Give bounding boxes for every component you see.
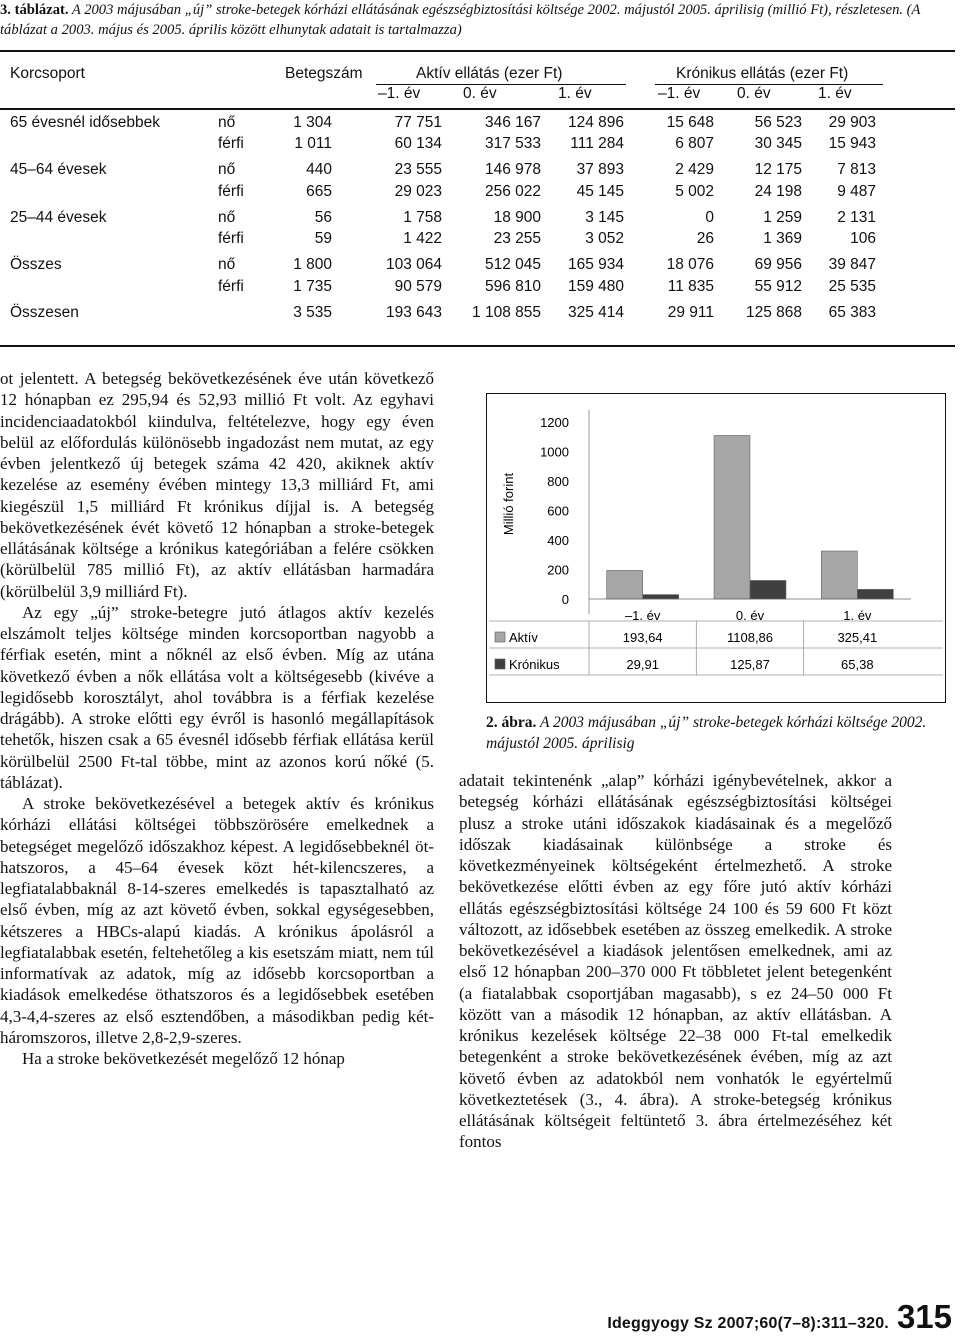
data-label: 125,87 (730, 657, 770, 672)
data-label: 325,41 (837, 630, 878, 645)
cell-patients: 1 800 (293, 256, 332, 274)
cell-active-year-0: 596 810 (484, 277, 541, 295)
chart-canvas (487, 394, 945, 702)
cell-active-year-1: 45 145 (576, 182, 624, 200)
cell-active-year-prev: 90 579 (394, 277, 442, 295)
header-rule-bottom (0, 108, 955, 110)
header-active-year-0: 0. év (463, 85, 497, 102)
cell-chronic-year-prev: 6 807 (675, 134, 714, 152)
data-label: 193,64 (622, 630, 663, 645)
y-tick-label: 600 (547, 503, 569, 519)
cell-patients: 1 304 (293, 113, 332, 131)
cell-patients: 665 (306, 182, 332, 200)
cell-patients: 3 535 (293, 304, 332, 322)
cell-patients: 1 011 (294, 134, 332, 152)
cell-chronic-year-0: 1 369 (763, 230, 802, 248)
cell-age-group: Összes (10, 256, 62, 274)
table-body (0, 112, 876, 324)
y-tick-label: 0 (561, 592, 569, 607)
y-tick-label: 800 (547, 474, 569, 489)
right-text-column (459, 770, 892, 1153)
cell-sex: férfi (218, 182, 244, 200)
cell-chronic-year-1: 9 487 (837, 182, 876, 200)
y-tick-label: 200 (547, 562, 569, 578)
header-active-year-1: 1. év (558, 85, 592, 102)
cell-active-year-0: 18 900 (493, 208, 541, 226)
cell-sex: nő (218, 161, 236, 179)
cell-chronic-year-prev: 5 002 (675, 182, 714, 200)
cell-chronic-year-prev: 11 835 (667, 277, 714, 295)
table-row (0, 181, 876, 202)
cell-patients: 440 (306, 161, 332, 179)
paragraph: ot jelentett. A betegség bekövetkezésének éve után következő 12 hónapban ez 295,94 és 52,93 millió Ft volt. Az egyhavi incidenciaadatokból kiindulva, feltételezve, hogy egy éven belül az előfordulás különösebb ingadozást nem mutat, az egy évben jelentkező új betegek száma 42 420, akiknek aktív kezelése az esemény évében mintegy 13,3 milliárd Ft, ami kiegészül 1,5 milliárd Ft krónikus díjjal is. A betegség bekövetkezésének évét követő 12 hónapban a stroke-betegek ellátásának költsége a krónikus kategóriában a felére csökken (körülbelül 785 millió Ft), az aktív ellátásban harmadára (körülbelül 3,9 milliárd Ft). (0, 369, 434, 601)
cell-chronic-year-prev: 18 076 (666, 256, 714, 274)
cell-chronic-year-1: 15 943 (828, 134, 876, 152)
cell-age-group: Összesen (10, 304, 79, 322)
cell-chronic-year-1: 65 383 (828, 304, 876, 322)
bar-aktv-0 (607, 570, 643, 599)
legend-label: Krónikus (509, 657, 560, 672)
header-chronic-year-1: 1. év (818, 85, 852, 102)
cell-sex: nő (218, 113, 236, 131)
table-row (0, 276, 876, 297)
bar-krnikus-2 (857, 589, 893, 599)
header-chronic-year-prev: –1. év (658, 85, 701, 102)
cell-active-year-0: 1 108 855 (472, 304, 541, 322)
page-footer (607, 1298, 952, 1336)
cell-active-year-prev: 23 555 (394, 161, 442, 179)
cell-sex: férfi (218, 230, 244, 248)
cell-sex: nő (218, 208, 236, 226)
header-active-year-prev: –1. év (378, 85, 421, 102)
cell-chronic-year-prev: 29 911 (667, 304, 714, 322)
cell-active-year-1: 159 480 (567, 277, 624, 295)
cell-sex: férfi (218, 277, 244, 295)
cell-patients: 56 (314, 208, 332, 226)
cell-active-year-1: 124 896 (567, 113, 624, 131)
table-row (0, 250, 876, 276)
paragraph: A stroke bekövetkezésével a betegek aktív és krónikus kórházi ellátási költségei többszörösére emelkednek a betegséget megelőző időszakhoz képest. A legidősebbeknél öt-hatszoros, a 45–64 évesek közt hét-kilencszeres, a legfiatalabbaknál 8-14-szeres emelkedés is tapasztalható az első évben, míg az azt követő évben, sokkal egységesebben, kétszeres a HBCs-alapú kiadás. A krónikus ápolásról a legfiatalabbak esetén, feltehetőleg a kis esetszám miatt, nem túl informatívak az adatok, míg az idősebb korcsoportban a kiadások emelkedése öthatszoros és a legidősebbek esetében 4,3-4,4-szeres az első esztendőben, a másodikban pedig két-háromszoros, illetve 2,8-2,9-szeres. (0, 794, 434, 1047)
cell-active-year-0: 346 167 (484, 113, 541, 131)
header-active-care: Aktív ellátás (ezer Ft) (416, 65, 563, 82)
figure-label: 2. ábra. (486, 714, 537, 731)
cell-active-year-0: 317 533 (484, 134, 541, 152)
table-row (0, 228, 876, 249)
cell-chronic-year-1: 25 535 (828, 277, 876, 295)
right-paragraph: adatait tekintenénk „alap” kórházi igénybevételnek, akkor a betegség kórházi ellátásának egészségbiztosítási költségei plusz a stroke utáni időszakok kiadásainak és a megelőző időszak kiadásainak különbsége a stroke és következményeinek költségeként értelmezhető. A stroke bekövetkezése előtti évben az egy főre jutó aktív kórházi ellátás egészségbiztosítási költsége 24 100 és 59 600 Ft közt változott, az idősebbek esetében az összeg emelkedik. A stroke bekövetkezésével a kiadások jelentősen emelkednek, ami az első 12 hónapban 200–370 000 Ft többletet jelent betegenként (a fiatalabbak csoportjában magasabb), s ez 24–50 000 Ft között van a második 12 hónapban, az aktív ellátásban. A krónikus kezelések költsége 22–38 000 Ft-tal emelkedik betegenként a stroke bekövetkezésének évében, míg az azt követő évben az adatokból nem vonhatók le egyértelmű következtetések (3., 4. ábra). A stroke-betegség krónikus ellátásának költségeit feltüntető 3. ábra értelmezéséhez két fontos (459, 771, 892, 1152)
page-number: 315 (896, 1298, 952, 1335)
cell-active-year-1: 3 145 (585, 208, 624, 226)
cell-age-group (0, 181, 218, 202)
cell-chronic-year-0: 24 198 (754, 182, 802, 200)
table-row (0, 133, 876, 154)
table-row (0, 202, 876, 228)
data-label: 29,91 (626, 657, 659, 672)
cell-active-year-prev: 29 023 (394, 182, 442, 200)
cell-active-year-0: 23 255 (493, 230, 541, 248)
table-title-text: A 2003 májusában „új” stroke-betegek kórházi ellátásának egészségbiztosítási költsége 2002. májustól 2005. áprilisig (millió Ft), részletesen. (A táblázat a 2003. május és 2005. április között elhunytak adatait is tartalmazza) (0, 2, 921, 38)
paragraph: Ha a stroke bekövetkezését megelőző 12 hónap (22, 1049, 345, 1068)
cell-age-group (0, 276, 218, 297)
cell-chronic-year-0: 125 868 (745, 304, 802, 322)
cell-active-year-1: 3 052 (585, 230, 624, 248)
cell-chronic-year-prev: 2 429 (675, 161, 714, 179)
cell-chronic-year-0: 12 175 (754, 161, 802, 179)
cell-age-group: 65 évesnél idősebbek (10, 113, 160, 131)
cell-age-group: 25–44 évesek (10, 208, 107, 226)
x-tick-label: 1. év (843, 608, 872, 623)
cell-chronic-year-prev: 0 (705, 208, 714, 226)
y-tick-label: 1200 (540, 415, 569, 430)
table-row (0, 155, 876, 181)
cell-chronic-year-0: 1 259 (763, 208, 802, 226)
left-text-column (0, 368, 434, 1069)
cell-active-year-0: 146 978 (484, 161, 541, 179)
bar-aktv-1 (714, 435, 750, 599)
chart-caption-text: A 2003 májusában „új” stroke-betegek kórházi költsége 2002. májustól 2005. áprilisig (486, 714, 927, 752)
header-age-group: Korcsoport (10, 65, 85, 82)
bar-chart (486, 393, 946, 703)
cell-chronic-year-1: 39 847 (828, 256, 876, 274)
cell-sex: nő (218, 256, 236, 274)
cell-active-year-prev: 193 643 (385, 304, 442, 322)
cell-chronic-year-0: 55 912 (754, 277, 802, 295)
bar-krnikus-1 (750, 580, 786, 599)
y-tick-label: 1000 (540, 444, 569, 460)
cell-chronic-year-prev: 26 (696, 230, 714, 248)
journal-reference: Ideggyogy Sz 2007;60(7–8):311–320. (607, 1315, 889, 1332)
table-title (0, 0, 955, 40)
cell-active-year-prev: 1 758 (403, 208, 442, 226)
cell-active-year-0: 256 022 (484, 182, 541, 200)
bar-aktv-2 (821, 551, 857, 599)
x-tick-label: –1. év (624, 608, 661, 623)
cell-age-group: 45–64 évesek (10, 161, 107, 179)
header-chronic-care: Krónikus ellátás (ezer Ft) (676, 65, 849, 82)
cell-sex: férfi (218, 134, 244, 152)
data-label: 65,38 (841, 657, 874, 672)
x-tick-label: 0. év (735, 608, 765, 623)
table-row (0, 112, 876, 133)
cell-active-year-0: 512 045 (484, 256, 541, 274)
cell-active-year-prev: 1 422 (403, 230, 442, 248)
cell-chronic-year-prev: 15 648 (666, 113, 714, 131)
data-label: 1108,86 (726, 630, 774, 645)
cell-chronic-year-0: 69 956 (754, 256, 802, 274)
y-tick-label: 400 (547, 533, 569, 548)
cell-chronic-year-1: 106 (850, 230, 876, 248)
header-chronic-year-0: 0. év (737, 85, 771, 102)
legend-swatch-aktv (495, 632, 505, 642)
cell-active-year-prev: 60 134 (394, 134, 442, 152)
cell-active-year-prev: 77 751 (394, 113, 442, 131)
cell-chronic-year-0: 30 345 (754, 134, 802, 152)
table-label: 3. táblázat. (0, 2, 69, 18)
cell-chronic-year-1: 2 131 (837, 208, 876, 226)
paragraph: Az egy „új” stroke-betegre jutó átlagos aktív kezelés elszámolt teljes költsége minden korcsoportban nagyobb a férfiak esetén, mint a nőknél az első évben. Míg az utána következő évben a nők ellátása volt a költségesebb (kivéve a legidősebb korosztályt, ahol továbbra is a férfiak kezelése drágább). A stroke előtti egy évről is hasonló megállapítások tehetők, hiszen csak a 65 évesnél idősebb férfiak ellátása kerül körülbelül 2500 Ft-tal többe, mint az azonos korú nőké (5. táblázat). (0, 602, 434, 792)
cell-chronic-year-1: 29 903 (828, 113, 876, 131)
cell-active-year-1: 37 893 (576, 161, 624, 179)
cell-active-year-1: 325 414 (567, 304, 624, 322)
cell-patients: 1 735 (293, 277, 332, 295)
legend-label: Aktív (509, 630, 538, 645)
header-patients: Betegszám (285, 65, 363, 82)
cell-sex (218, 297, 268, 323)
cell-patients: 59 (314, 230, 332, 248)
cell-age-group (0, 228, 218, 249)
table-row (0, 297, 876, 323)
cell-chronic-year-0: 56 523 (754, 113, 802, 131)
data-table (0, 50, 955, 347)
cell-active-year-1: 165 934 (567, 256, 624, 274)
cell-active-year-1: 111 284 (570, 134, 624, 152)
chart-caption (486, 712, 960, 754)
cell-active-year-prev: 103 064 (385, 256, 442, 274)
cell-age-group (0, 133, 218, 154)
legend-swatch-krnikus (495, 659, 505, 669)
y-axis-title: Millió forint (501, 472, 516, 536)
bar-krnikus-0 (643, 595, 679, 599)
cell-chronic-year-1: 7 813 (837, 161, 876, 179)
